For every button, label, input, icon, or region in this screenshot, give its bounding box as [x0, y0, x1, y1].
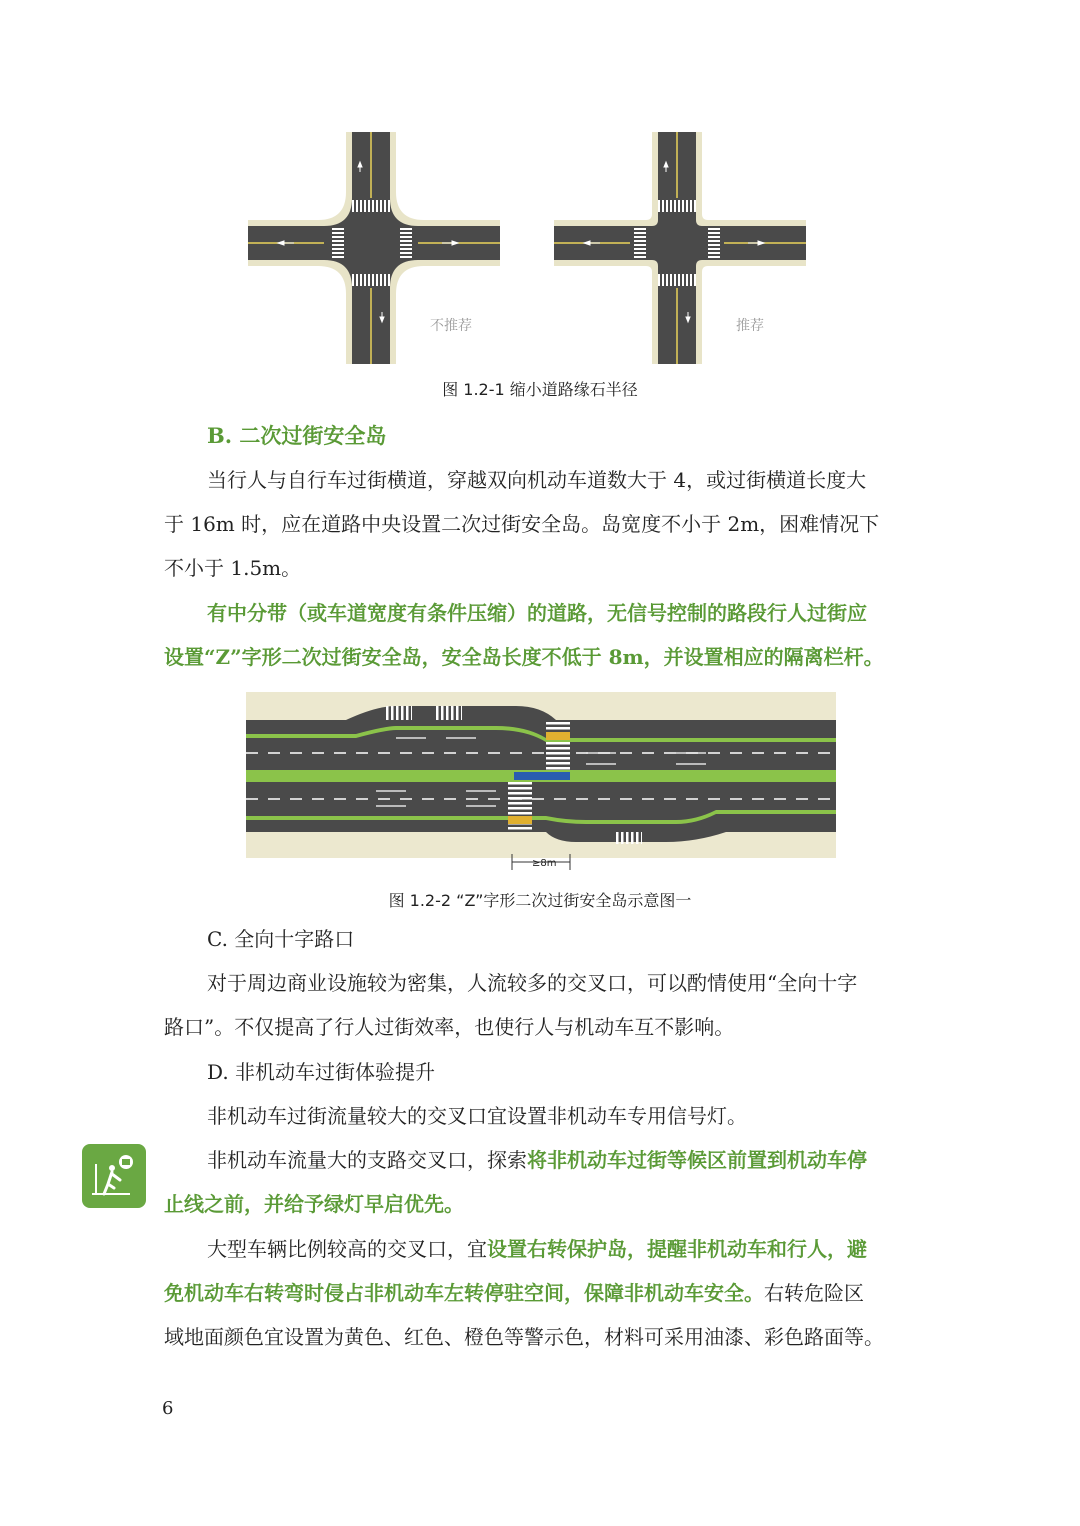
- section-d-p3-plain: 大型车辆比例较高的交叉口，宜: [207, 1237, 487, 1261]
- figure-1-caption: 图 1.2-1 缩小道路缘石半径: [442, 380, 638, 399]
- intersection-not-recommended: [248, 132, 500, 364]
- label-not-recommended: 不推荐: [430, 318, 472, 334]
- dimension-label: ≥8m: [532, 858, 557, 869]
- section-d-p2-highlight: 将非机动车过街等候区前置到机动车停: [527, 1148, 867, 1172]
- section-d-heading: D. 非机动车过街体验提升: [207, 1060, 436, 1084]
- section-d-p2-line2: 止线之前，并给予绿灯早启优先。: [164, 1192, 464, 1216]
- figure-1-diagram: [248, 132, 808, 364]
- section-d-p3-highlight2: 免机动车右转弯时侵占非机动车左转停驻空间，保障非机动车安全。: [164, 1281, 764, 1305]
- intersection-recommended: [554, 132, 806, 364]
- section-c-p-line2: 路口”。不仅提高了行人过街效率，也使行人与机动车互不影响。: [164, 1015, 735, 1039]
- section-d-p3-line2: [164, 1277, 864, 1306]
- section-b-p2-line1: 有中分带（或车道宽度有条件压缩）的道路，无信号控制的路段行人过街应: [207, 601, 867, 625]
- pedestrian-cyclist-icon-graphic: [82, 1144, 146, 1208]
- section-c-p-line1: 对于周边商业设施较为密集，人流较多的交叉口，可以酌情使用“全向十字: [207, 971, 858, 995]
- section-b-p1-line2: 于 16m 时，应在道路中央设置二次过街安全岛。岛宽度不小于 2m，困难情况下: [164, 512, 880, 536]
- section-b-p2-line2: 设置“Z”字形二次过街安全岛，安全岛长度不低于 8m，并设置相应的隔离栏杆。: [164, 645, 884, 669]
- figure-2-diagram: [246, 692, 836, 880]
- section-d-p1: 非机动车过街流量较大的交叉口宜设置非机动车专用信号灯。: [207, 1104, 747, 1128]
- section-b-p1-line1: 当行人与自行车过街横道，穿越双向机动车道数大于 4，或过街横道长度大: [207, 468, 867, 492]
- section-d-p3-line3: 域地面颜色宜设置为黄色、红色、橙色等警示色，材料可采用油漆、彩色路面等。: [164, 1325, 884, 1349]
- label-recommended: 推荐: [736, 318, 764, 334]
- figure-2-caption: 图 1.2-2 “Z”字形二次过街安全岛示意图一: [388, 891, 692, 910]
- section-d-p3-highlight: 设置右转保护岛，提醒非机动车和行人，避: [487, 1237, 867, 1261]
- section-d-p3-line1: [207, 1233, 867, 1262]
- page-number: 6: [162, 1398, 174, 1419]
- section-d-p2-plain: 非机动车流量大的支路交叉口，探索: [207, 1148, 527, 1172]
- section-c-heading: C. 全向十字路口: [207, 927, 355, 951]
- pedestrian-cyclist-icon: [82, 1144, 146, 1208]
- section-b-heading: B. 二次过街安全岛: [207, 423, 387, 448]
- section-d-p2-line1: [207, 1144, 867, 1173]
- section-d-p3-plain2: 右转危险区: [764, 1281, 864, 1305]
- section-b-p1-line3: 不小于 1.5m。: [164, 556, 302, 580]
